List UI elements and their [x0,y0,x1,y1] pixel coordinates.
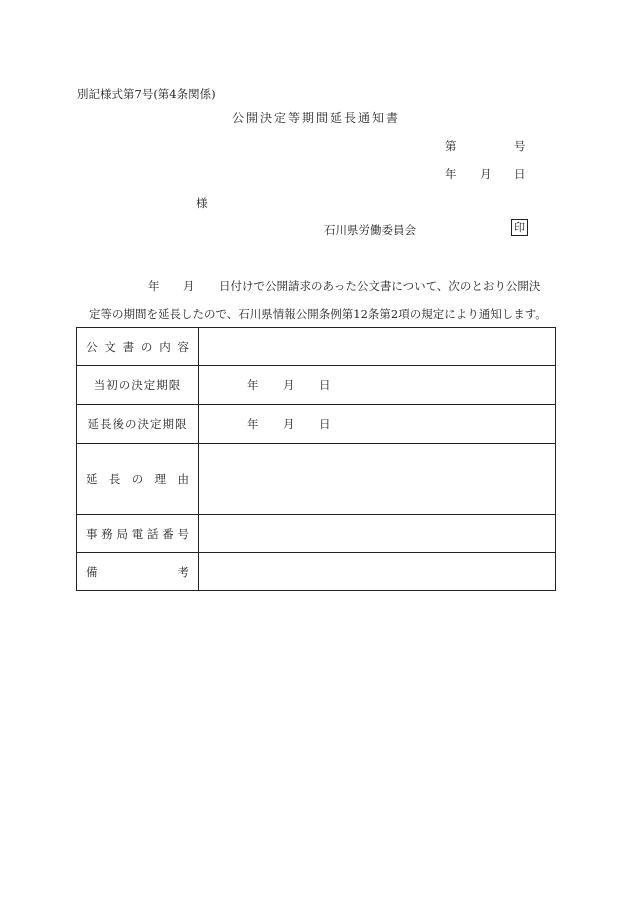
document-number-suffix: 号 [514,139,526,153]
label-content-text [77,339,198,355]
table-row-extended-deadline [77,405,556,444]
label-char: 由 [177,472,189,486]
extended-deadline-year: 年 [247,417,259,431]
original-deadline-day: 日 [319,378,331,392]
label-char: 書 [122,339,135,354]
label-reason [77,444,199,515]
label-char: 電 [131,526,144,541]
label-char: 備 [86,564,98,579]
label-char: 文 [104,339,116,354]
label-char: 内 [159,339,171,354]
label-phone-text [77,526,198,542]
label-char: 務 [101,526,113,541]
seal-stamp: 印 [511,219,528,236]
document-title: 公開決定等期間延長通知書 [232,111,401,125]
original-deadline-month: 月 [283,378,295,392]
label-original-deadline: 当初の決定期限 [77,366,199,405]
extended-deadline-day: 日 [319,417,331,431]
label-char: の [131,472,144,486]
table-row-original-deadline [77,366,556,405]
label-phone [77,515,199,553]
value-content[interactable] [199,328,556,366]
body-month: 月 [183,279,195,293]
form-reference: 別記様式第7号(第4条関係) [77,87,216,101]
issuer-name: 石川県労働委員会 [324,223,416,237]
label-char: 事 [86,526,98,541]
label-content [77,328,199,366]
label-char: 番 [162,526,174,541]
label-char: 容 [177,339,189,354]
label-char: 号 [177,526,189,541]
value-phone[interactable] [199,515,556,553]
body-text-line2: 定等の期間を延長したので、石川県情報公開条例第12条第2項の規定により通知します。 [89,307,547,321]
issue-date-month: 月 [480,167,492,181]
label-char: 考 [177,564,189,579]
label-char: 長 [108,472,121,486]
value-original-deadline[interactable] [199,366,556,405]
value-extended-deadline[interactable] [199,405,556,444]
label-char: 延 [86,472,98,486]
issue-date-day: 日 [514,167,526,181]
label-remarks [77,553,199,591]
label-reason-text [77,471,198,487]
body-text-line1: 日付けで公開請求のあった公文書について、次のとおり公開決 [219,279,541,293]
document-number-prefix: 第 [445,139,457,153]
label-char: 話 [147,526,159,541]
issue-date-year: 年 [445,167,457,181]
label-remarks-text [77,564,198,580]
original-deadline-year: 年 [247,378,259,392]
value-remarks[interactable] [199,553,556,591]
details-table [76,327,556,591]
table-row-content [77,328,556,366]
table-row-reason [77,444,556,515]
table-row-phone [77,515,556,553]
label-char: 局 [116,526,128,541]
label-extended-deadline: 延長後の決定期限 [77,405,199,444]
table-row-remarks [77,553,556,591]
label-char: の [140,339,153,354]
body-year: 年 [148,279,160,293]
label-char: 理 [154,472,167,486]
extended-deadline-month: 月 [283,417,295,431]
addressee-suffix: 様 [196,196,208,210]
value-reason[interactable] [199,444,556,515]
label-char: 公 [86,339,98,354]
